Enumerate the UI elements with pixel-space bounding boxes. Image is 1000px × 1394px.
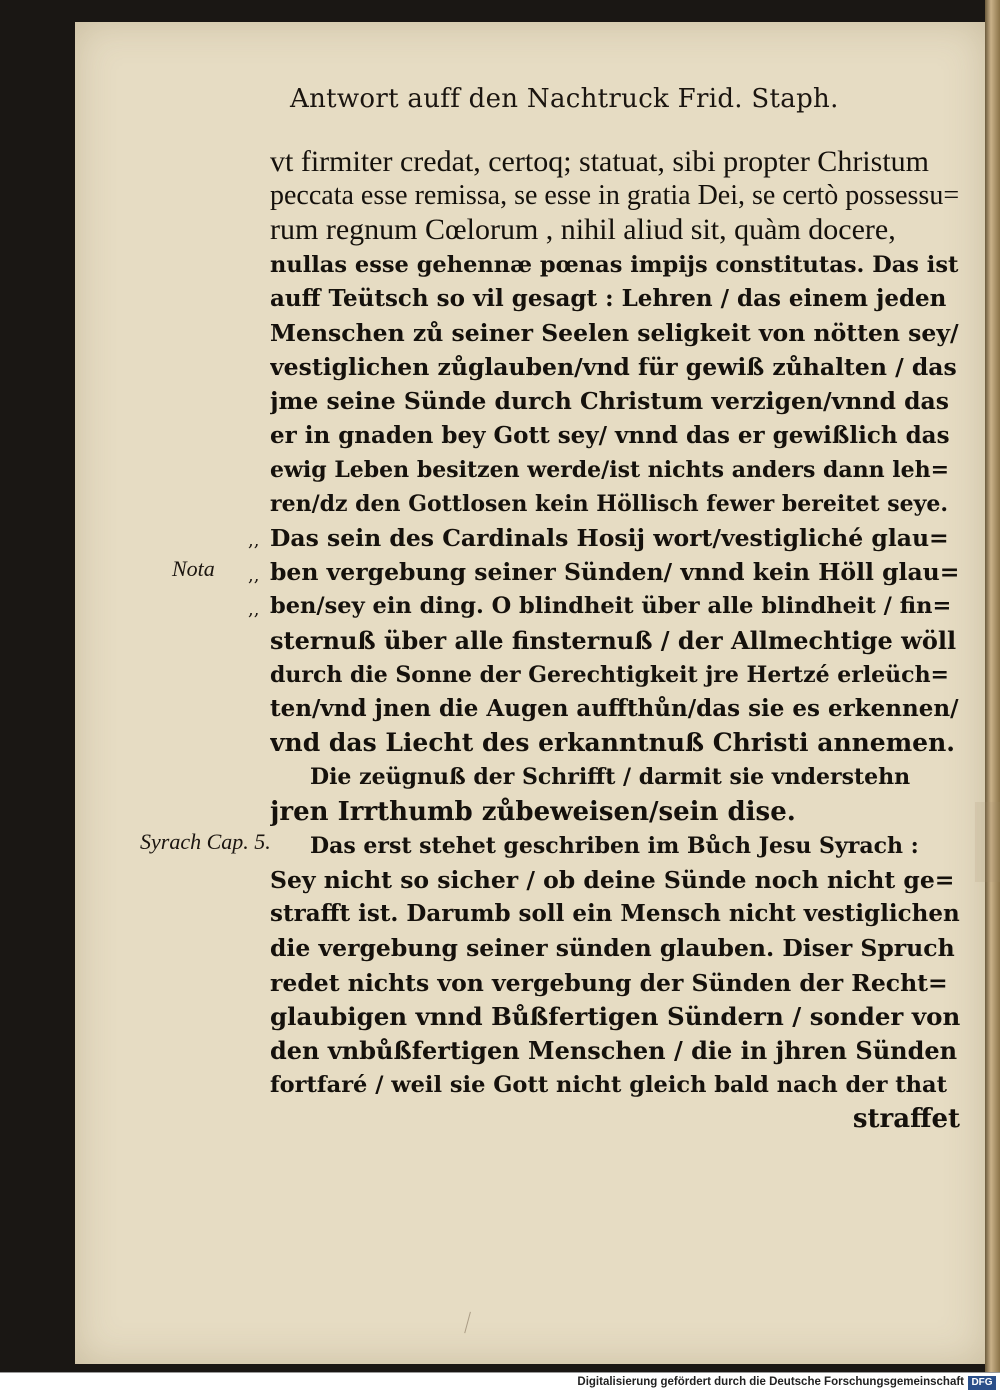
text-line: Sey nicht so sicher / ob deine Sünde noch nicht ge=	[270, 865, 955, 894]
paper-mark	[464, 1312, 475, 1335]
text-line: Das erst stehet geschriben im Bůch Jesu Syrach :	[310, 832, 919, 859]
text-line: auff Teütsch so vil gesagt : Lehren / das einem jeden	[270, 284, 947, 312]
margin-note-syrach: Syrach Cap. 5.	[140, 829, 271, 854]
text-line: fortfaré / weil sie Gott nicht gleich bald nach der that	[270, 1072, 947, 1099]
text-line: redet nichts von vergebung der Sünden der Recht=	[270, 968, 948, 997]
dfg-logo-icon: DFG	[968, 1376, 996, 1390]
text-line: peccata esse remissa, se esse in gratia Dei, se certò possessu=	[270, 180, 960, 212]
text-line: Die zeügnuß der Schrifft / darmit sie vnderstehn	[310, 764, 911, 791]
quote-mark: ,,	[248, 599, 260, 620]
scan-edge	[985, 0, 1000, 1372]
text-line: vestiglichen zůglauben/vnd für gewiß zůhalten / das	[270, 353, 957, 382]
text-line: vt firmiter credat, certoq; statuat, sibi propter Christum	[270, 145, 929, 178]
ink-bleed	[975, 802, 1000, 882]
text-line: er in gnaden bey Gott sey/ vnnd das er gewißlich das	[270, 421, 950, 449]
footer-bar	[0, 1372, 1000, 1394]
text-line: den vnbůßfertigen Menschen / die in jhren Sünden	[270, 1035, 958, 1065]
margin-note-nota: Nota	[172, 556, 215, 581]
quote-mark: ,,	[248, 565, 260, 586]
text-line: durch die Sonne der Gerechtigkeit jre Hertzé erleüch=	[270, 661, 949, 688]
text-line: Menschen zů seiner Seelen seligkeit von nötten sey/	[270, 318, 959, 347]
body-text	[270, 145, 960, 1136]
text-line: strafft ist. Darumb soll ein Mensch nicht vestiglichen	[270, 900, 960, 928]
text-line: ben/sey ein ding. O blindheit über alle blindheit / fin=	[270, 593, 952, 620]
text-line: Das sein des Cardinals Hosij wort/vestigliché glau=	[270, 524, 949, 553]
text-line: nullas esse gehennæ pœnas impijs constitutas. Das ist	[270, 251, 959, 278]
funding-notice: Digitalisierung gefördert durch die Deutsche Forschungsgemeinschaft	[577, 1376, 964, 1388]
text-line: ewig Leben besitzen werde/ist nichts anders dann leh=	[270, 456, 950, 483]
text-line: ben vergebung seiner Sünden/ vnnd kein Höll glau=	[270, 558, 960, 587]
text-line: ten/vnd jnen die Augen auffthůn/das sie es erkennen/	[270, 695, 959, 722]
catchword: straffet	[852, 1104, 960, 1135]
text-line: glaubigen vnnd Bůßfertigen Sündern / sonder von	[270, 1001, 960, 1031]
text-line: die vergebung seiner sünden glauben. Diser Spruch	[270, 934, 955, 963]
running-header: Antwort auff den Nachtruck Frid. Staph.	[290, 84, 839, 114]
text-line: jme seine Sünde durch Christum verzigen/vnnd das	[270, 387, 949, 416]
text-line: vnd das Liecht des erkanntnuß Christi annemen.	[270, 728, 955, 758]
text-line: jren Irrthumb zůbeweisen/sein dise.	[270, 796, 796, 827]
text-line: sternuß über alle finsternuß / der Allmechtige wöll	[270, 625, 957, 655]
text-line: rum regnum Cœlorum , nihil aliud sit, quàm docere,	[270, 213, 896, 247]
quote-mark: ,,	[248, 530, 260, 551]
text-line: ren/dz den Gottlosen kein Höllisch fewer bereitet seye.	[270, 490, 949, 517]
